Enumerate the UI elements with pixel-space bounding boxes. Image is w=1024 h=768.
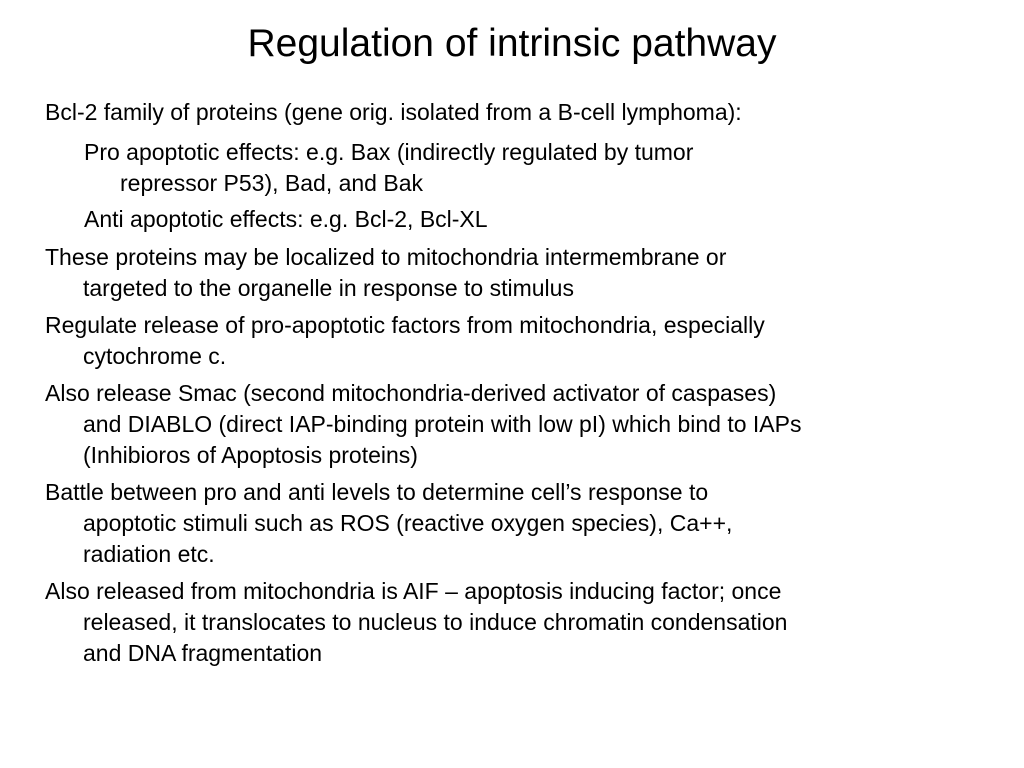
sub-bullet-pro-apoptotic xyxy=(84,137,693,199)
bullet-release-factors xyxy=(45,310,765,372)
bullet-line: Also release Smac (second mitochondria-derived activator of caspases) xyxy=(45,380,777,406)
bullet-line: Bcl-2 family of proteins (gene orig. isolated from a B-cell lymphoma): xyxy=(45,99,742,125)
bullet-aif xyxy=(45,576,787,669)
bullet-line: Pro apoptotic effects: e.g. Bax (indirectly regulated by tumor xyxy=(84,139,694,165)
bullet-line: repressor P53), Bad, and Bak xyxy=(120,170,423,196)
bullet-line: cytochrome c. xyxy=(83,343,227,369)
bullet-line: Also released from mitochondria is AIF – apoptosis inducing factor; once xyxy=(45,578,782,604)
bullet-line: apoptotic stimuli such as ROS (reactive oxygen species), Ca++, xyxy=(83,510,733,536)
bullet-battle-levels xyxy=(45,477,732,570)
bullet-localization xyxy=(45,242,726,304)
bullet-line: released, it translocates to nucleus to induce chromatin condensation xyxy=(83,609,788,635)
sub-bullet-anti-apoptotic xyxy=(84,204,488,235)
bullet-line: targeted to the organelle in response to stimulus xyxy=(83,275,574,301)
bullet-line: Anti apoptotic effects: e.g. Bcl-2, Bcl-XL xyxy=(84,206,488,232)
bullet-line: Regulate release of pro-apoptotic factors from mitochondria, especially xyxy=(45,312,765,338)
bullet-line: (Inhibioros of Apoptosis proteins) xyxy=(83,442,418,468)
bullet-line: radiation etc. xyxy=(83,541,215,567)
bullet-line: and DNA fragmentation xyxy=(83,640,323,666)
bullet-smac-diablo xyxy=(45,378,801,471)
bullet-line: Battle between pro and anti levels to determine cell’s response to xyxy=(45,479,709,505)
slide-title: Regulation of intrinsic pathway xyxy=(247,22,777,65)
bullet-bcl2-family xyxy=(45,97,742,128)
bullet-line: These proteins may be localized to mitochondria intermembrane or xyxy=(45,244,727,270)
bullet-line: and DIABLO (direct IAP-binding protein with low pI) which bind to IAPs xyxy=(83,411,802,437)
